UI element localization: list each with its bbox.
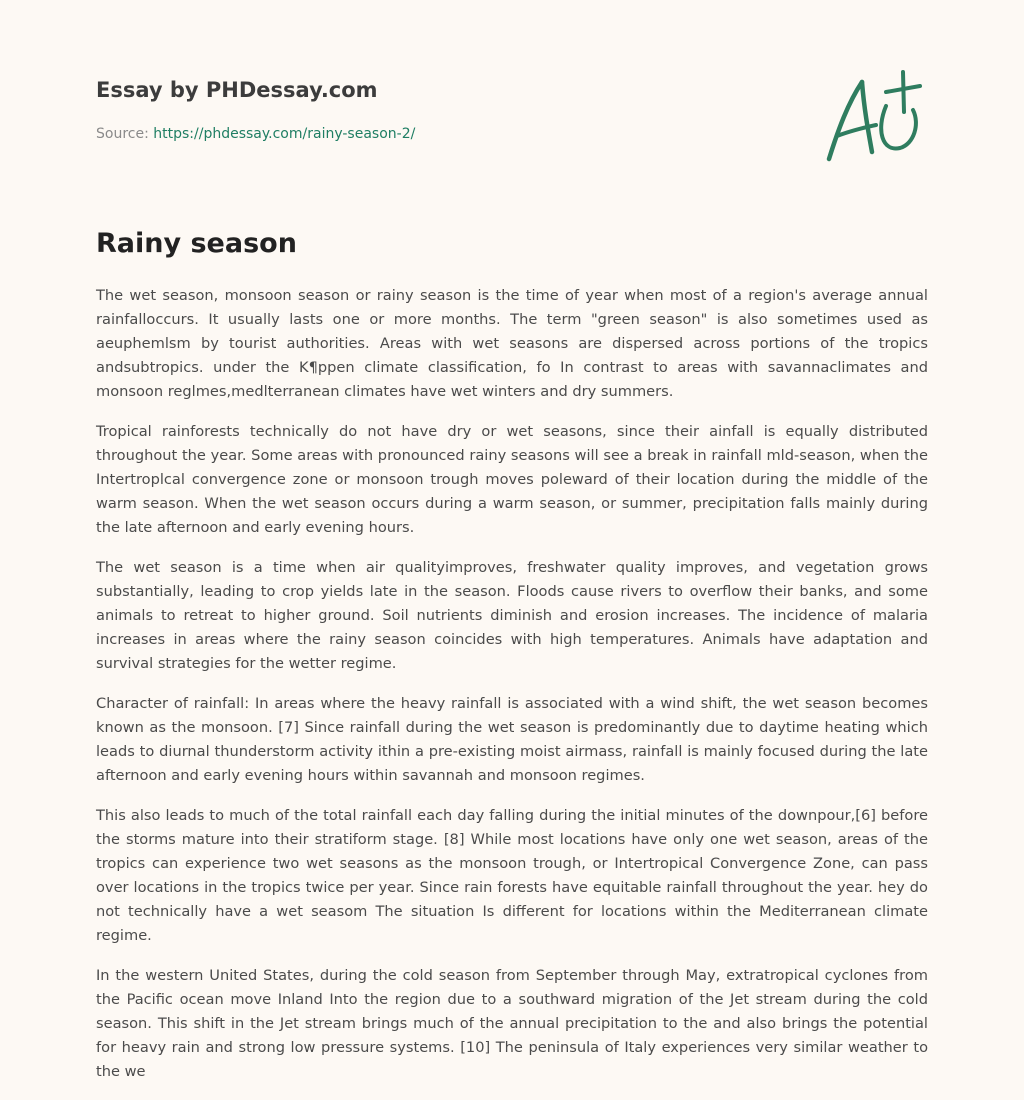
paragraph-3: The wet season is a time when air qualityimproves, freshwater quality improves, and vegetation grows substantially, leading to crop yields late in the season. Floods cause rivers to overflow their banks, and some animals to retreat to higher ground. Soil nutrients diminish and erosion increases. The incidence of malaria increases in areas where the rainy season coincides with high temperatures. Animals have adaptation and survival strategies for the wetter regime. — [96, 559, 928, 672]
source-link[interactable]: https://phdessay.com/rainy-season-2/ — [153, 126, 416, 142]
article-body — [96, 284, 928, 1100]
source-label: Source: — [96, 126, 154, 142]
article-title: Rainy season — [96, 228, 297, 259]
site-title: Essay by PHDessay.com — [96, 78, 378, 102]
paragraph-4: Character of rainfall: In areas where the heavy rainfall is associated with a wind shift, the wet season becomes known as the monsoon. [7] Since rainfall during the wet season is predominantly due to daytime heating which leads to diurnal thunderstorm activity ithin a pre-existing moist airmass, rainfall is mainly focused during the late afternoon and early evening hours within savannah and monsoon regimes. — [96, 695, 928, 784]
paragraph-5: This also leads to much of the total rainfall each day falling during the initial minutes of the downpour,[6] before the storms mature into their stratiform stage. [8] While most locations have only one wet season, areas of the tropics can experience two wet seasons as the monsoon trough, or Intertropical Convergence Zone, can pass over locations in the tropics twice per year. Since rain forests have equitable rainfall throughout the year. hey do not technically have a wet seasom The situation Is different for locations within the Mediterranean climate regime. — [96, 807, 928, 944]
page-header — [96, 76, 415, 144]
paragraph-6: In the western United States, during the cold season from September through May, extratropical cyclones from the Pacific ocean move Inland Into the region due to a southward migration of the Jet stream during the cold season. This shift in the Jet stream brings much of the annual precipitation to the and also brings the potential for heavy rain and strong low pressure systems. [10] The peninsula of Italy experiences very similar weather to the we — [96, 967, 928, 1080]
paragraph-1: The wet season, monsoon season or rainy season is the time of year when most of a region's average annual rainfalloccurs. It usually lasts one or more months. The term "green season" is also sometimes used as aeuphemlsm by tourist authorities. Areas with wet seasons are dispersed across portions of the tropics andsubtropics. under the K¶ppen climate classification, fo In contrast to areas with savannaclimates and monsoon reglmes,medlterranean climates have wet winters and dry summers. — [96, 287, 928, 400]
a-plus-logo-icon — [820, 68, 930, 168]
paragraph-2: Tropical rainforests technically do not have dry or wet seasons, since their ainfall is equally distributed throughout the year. Some areas with pronounced rainy seasons will see a break in rainfall mld-season, when the Intertroplcal convergence zone or monsoon trough moves poleward of their location during the middle of the warm season. When the wet season occurs during a warm season, or summer, precipitation falls mainly during the late afternoon and early evening hours. — [96, 423, 928, 536]
source-line — [96, 124, 415, 144]
